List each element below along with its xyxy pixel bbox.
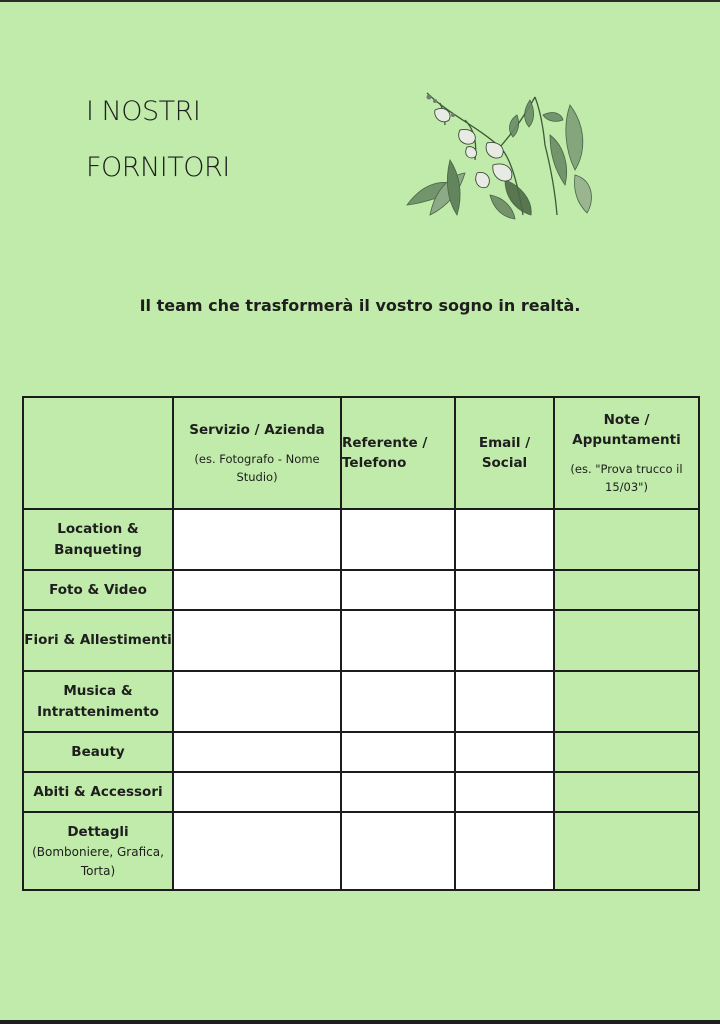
table-row: [23, 671, 699, 732]
table-row: [23, 812, 699, 890]
row-label-foto: [23, 570, 173, 610]
page-title: [86, 84, 230, 196]
cell-email[interactable]: [455, 610, 554, 671]
row-label-text: Location & Banqueting: [54, 520, 142, 558]
row-label-text: Dettagli: [67, 823, 129, 840]
cell-note[interactable]: [554, 772, 699, 812]
row-label-musica: [23, 671, 173, 732]
cell-referente[interactable]: [341, 812, 455, 890]
cell-email[interactable]: [455, 570, 554, 610]
cell-referente[interactable]: [341, 772, 455, 812]
table-row: [23, 732, 699, 772]
row-label-text: Fiori & Allestimenti: [24, 632, 172, 648]
subtitle: Il team che trasformerà il vostro sogno in realtà.: [139, 296, 581, 315]
cell-note[interactable]: [554, 732, 699, 772]
cell-servizio[interactable]: [173, 671, 341, 732]
row-label-abiti: [23, 772, 173, 812]
header-servizio-note: (es. Fotografo - Nome Studio): [194, 452, 320, 484]
cell-email[interactable]: [455, 671, 554, 732]
row-label-subtext: (Bomboniere, Grafica, Torta): [32, 844, 164, 878]
row-label-text: Musica & Intrattenimento: [37, 682, 159, 720]
cell-servizio[interactable]: [173, 610, 341, 671]
cell-note[interactable]: [554, 812, 699, 890]
cell-servizio[interactable]: [173, 812, 341, 890]
header-note-example: (es. "Prova trucco il 15/03"): [570, 462, 683, 494]
header-row: [23, 397, 699, 509]
cell-email[interactable]: [455, 732, 554, 772]
bottom-border: [0, 1020, 720, 1024]
row-label-location: [23, 509, 173, 570]
cell-email[interactable]: [455, 772, 554, 812]
title-line-1: I NOSTRI: [86, 96, 201, 127]
row-label-text: Beauty: [71, 743, 125, 760]
header-empty-cell: [23, 397, 173, 509]
header-note: [554, 397, 699, 509]
cell-email[interactable]: [455, 509, 554, 570]
cell-note[interactable]: [554, 570, 699, 610]
header-servizio-label: Servizio / Azienda: [189, 422, 325, 438]
cell-referente[interactable]: [341, 732, 455, 772]
cell-note[interactable]: [554, 509, 699, 570]
header-servizio: [173, 397, 341, 509]
cell-servizio[interactable]: [173, 772, 341, 812]
row-label-beauty: [23, 732, 173, 772]
cell-email[interactable]: [455, 812, 554, 890]
cell-referente[interactable]: [341, 610, 455, 671]
title-line-2: FORNITORI: [86, 152, 230, 183]
top-border: [0, 0, 720, 2]
table-row: [23, 772, 699, 812]
table-row: [23, 509, 699, 570]
header-referente: [341, 397, 455, 509]
cell-servizio[interactable]: [173, 509, 341, 570]
suppliers-table: [22, 396, 700, 891]
table-row: [23, 570, 699, 610]
cell-referente[interactable]: [341, 671, 455, 732]
header-referente-label: Referente / Telefono: [342, 435, 428, 471]
header-email-label: Email / Social: [478, 435, 531, 471]
eucalyptus-botanical-icon: [405, 85, 595, 220]
header-email: [455, 397, 554, 509]
row-label-fiori: [23, 610, 173, 671]
cell-servizio[interactable]: [173, 732, 341, 772]
cell-note[interactable]: [554, 671, 699, 732]
row-label-dettagli: [23, 812, 173, 890]
cell-note[interactable]: [554, 610, 699, 671]
table-row: [23, 610, 699, 671]
cell-referente[interactable]: [341, 570, 455, 610]
row-label-text: Abiti & Accessori: [33, 783, 163, 800]
cell-referente[interactable]: [341, 509, 455, 570]
header-note-label: Note / Appuntamenti: [572, 412, 681, 448]
cell-servizio[interactable]: [173, 570, 341, 610]
row-label-text: Foto & Video: [49, 581, 147, 598]
